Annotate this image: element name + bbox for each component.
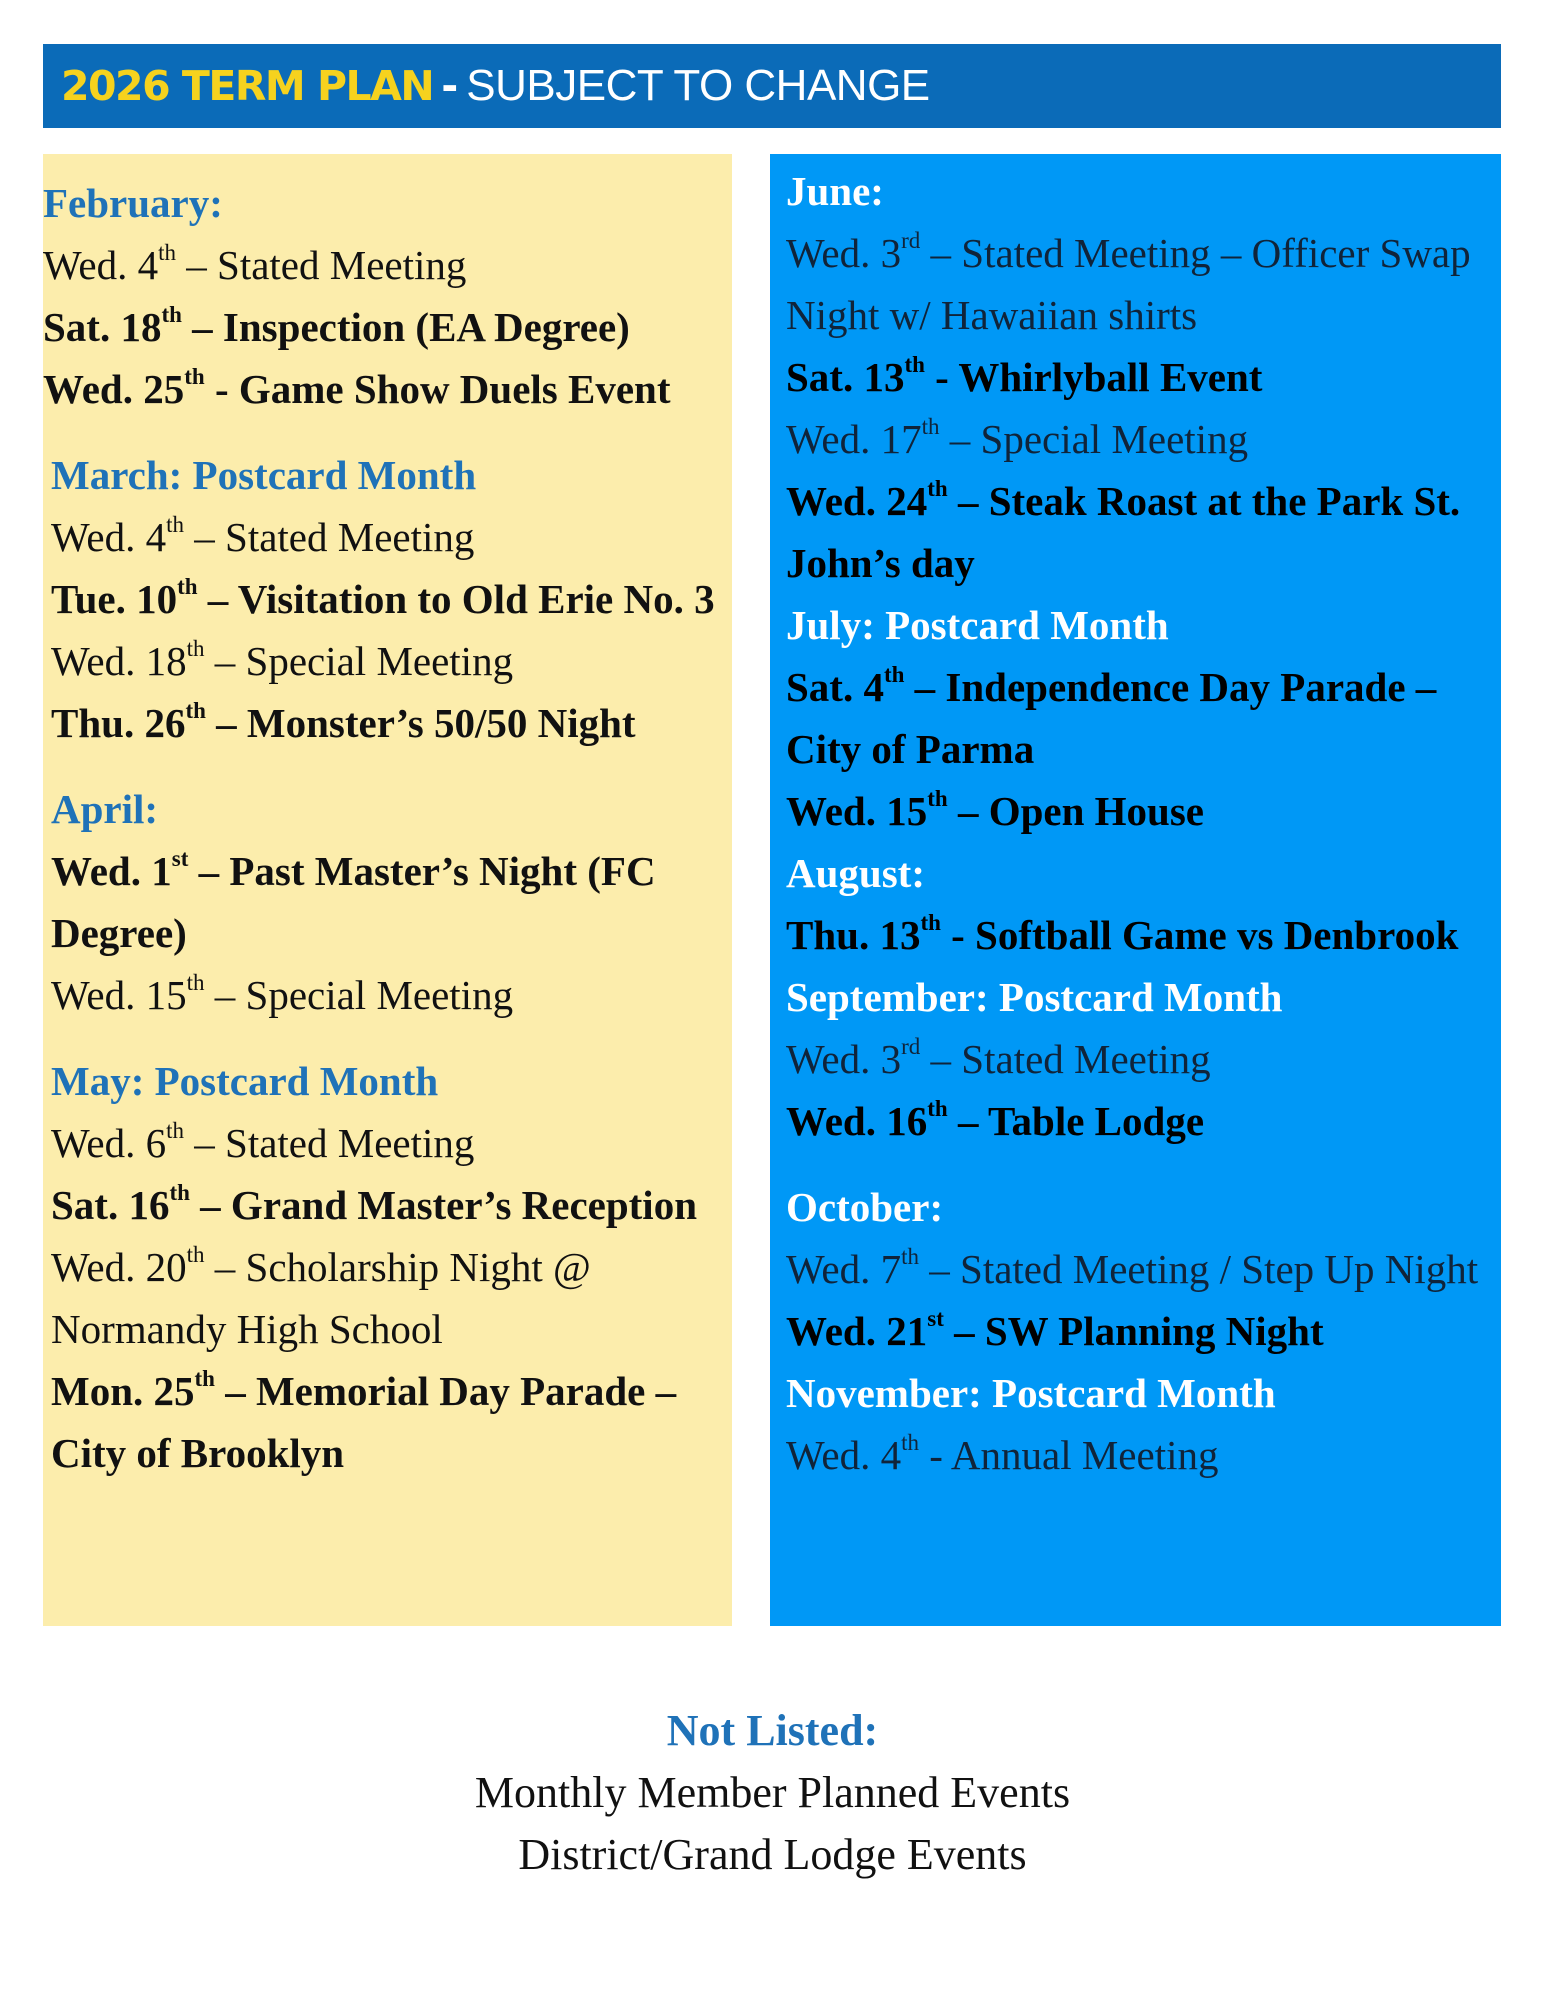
event-day-suffix: th [883,662,905,688]
event-entry [786,1300,1493,1362]
event-day-suffix: th [920,910,941,936]
event-entry [51,964,724,1026]
event-entry [43,358,724,420]
event-text: – Memorial Day Parade – City of Brooklyn [51,1368,677,1476]
event-day: Wed. 6 [51,1120,167,1166]
not-listed-item: District/Grand Lodge Events [518,1830,1027,1879]
event-day-suffix: rd [901,1034,921,1060]
event-text: - Game Show Duels Event [204,366,671,412]
event-day: Sat. 4 [786,664,884,710]
event-day: Wed. 4 [786,1432,902,1478]
event-day: Wed. 1 [51,848,172,894]
event-entry [43,234,724,296]
not-listed-heading: Not Listed: [666,1706,879,1755]
event-entry [786,1424,1493,1486]
event-text: – Open House [947,788,1204,834]
event-day: Wed. 25 [43,366,185,412]
event-day-suffix: th [166,512,185,538]
event-entry [51,506,724,568]
header-subtitle: SUBJECT TO CHANGE [466,61,930,110]
event-text: – Special Meeting [204,972,514,1018]
header-separator: - [441,62,459,110]
event-entry [786,470,1493,594]
event-day: Tue. 10 [51,576,178,622]
event-day: Wed. 17 [786,416,922,462]
event-day-suffix: th [901,1430,920,1456]
event-day-suffix: th [186,636,205,662]
event-day-suffix: th [166,1118,185,1144]
month-heading-november: November: Postcard Month [786,1370,1276,1416]
event-entry [786,408,1493,470]
event-entry [786,1028,1493,1090]
event-day: Wed. 21 [786,1308,928,1354]
event-day-suffix: th [158,240,177,266]
event-day: Wed. 20 [51,1244,187,1290]
event-entry [786,904,1493,966]
event-entry [786,780,1493,842]
left-schedule-column [43,154,732,1626]
event-entry [786,656,1493,780]
event-text: - Whirlyball Event [924,354,1263,400]
header-title: 2026 TERM PLAN [61,62,434,110]
event-entry [786,222,1493,346]
event-day-suffix: th [177,574,198,600]
event-day: Wed. 3 [786,1036,902,1082]
event-text: – Table Lodge [947,1098,1205,1144]
event-day-suffix: rd [901,228,921,254]
event-text: - Softball Game vs Denbrook [940,912,1459,958]
event-day: Wed. 4 [43,242,159,288]
not-listed-section [0,1700,1545,1886]
event-day-suffix: th [921,414,940,440]
event-text: – Stated Meeting [184,514,475,560]
event-day-suffix: th [161,302,182,328]
event-day-suffix: th [904,352,925,378]
event-entry [786,1090,1493,1152]
not-listed-item: Monthly Member Planned Events [474,1768,1071,1817]
right-schedule-column [770,154,1501,1626]
event-text: – Special Meeting [939,416,1249,462]
event-text: – SW Planning Night [943,1308,1324,1354]
event-entry [51,630,724,692]
month-heading-october: October: [786,1184,944,1230]
event-day-suffix: th [186,970,205,996]
event-text: – Monster’s 50/50 Night [205,700,636,746]
event-day: Wed. 4 [51,514,167,560]
month-heading-august: August: [786,850,925,896]
event-entry [51,1174,724,1236]
event-entry [51,840,724,964]
month-heading-june: June: [786,168,884,214]
event-day-suffix: th [927,476,948,502]
event-text: – Stated Meeting – Officer Swap Night w/ Hawaiian shirts [786,230,1471,338]
event-day: Wed. 7 [786,1246,902,1292]
event-day-suffix: th [185,698,206,724]
event-day-suffix: st [171,846,189,872]
event-day: Mon. 25 [51,1368,195,1414]
event-day-suffix: th [184,364,205,390]
event-day-suffix: th [927,786,948,812]
event-text: – Stated Meeting [176,242,467,288]
event-day: Thu. 13 [786,912,921,958]
event-text: – Stated Meeting [184,1120,475,1166]
event-text: – Stated Meeting / Step Up Night [919,1246,1479,1292]
event-text: – Independence Day Parade – City of Parma [786,664,1437,772]
event-day: Wed. 18 [51,638,187,684]
event-text: – Past Master’s Night (FC Degree) [51,848,656,956]
page-header [43,44,1501,128]
event-day: Wed. 16 [786,1098,928,1144]
event-day-suffix: th [901,1244,920,1270]
event-day-suffix: st [927,1306,944,1332]
event-text: – Special Meeting [204,638,514,684]
event-day: Sat. 18 [43,304,162,350]
event-entry [51,692,724,754]
event-text: – Grand Master’s Reception [189,1182,697,1228]
month-heading-may: May: Postcard Month [51,1058,439,1104]
event-day: Wed. 15 [786,788,928,834]
event-day-suffix: th [194,1366,215,1392]
event-day: Wed. 24 [786,478,928,524]
event-text: - Annual Meeting [919,1432,1219,1478]
event-day: Sat. 16 [51,1182,170,1228]
event-entry [51,1112,724,1174]
event-entry [51,568,724,630]
event-entry [51,1236,724,1360]
event-text: – Visitation to Old Erie No. 3 [197,576,715,622]
event-entry [786,346,1493,408]
event-text: – Scholarship Night @ Normandy High School [51,1244,591,1352]
month-heading-april: April: [51,786,159,832]
event-day: Sat. 13 [786,354,905,400]
event-day: Wed. 3 [786,230,902,276]
event-day-suffix: th [927,1096,948,1122]
event-day: Thu. 26 [51,700,186,746]
event-entry [786,1238,1493,1300]
month-heading-february: February: [43,180,223,226]
event-text: – Steak Roast at the Park St. John’s day [786,478,1461,586]
event-day: Wed. 15 [51,972,187,1018]
event-day-suffix: th [169,1180,190,1206]
month-heading-july: July: Postcard Month [786,602,1169,648]
month-heading-september: September: Postcard Month [786,974,1283,1020]
event-entry [51,1360,724,1484]
event-text: – Stated Meeting [920,1036,1211,1082]
month-heading-march: March: Postcard Month [51,452,477,498]
event-text: – Inspection (EA Degree) [181,304,630,350]
event-day-suffix: th [186,1242,205,1268]
event-entry [43,296,724,358]
